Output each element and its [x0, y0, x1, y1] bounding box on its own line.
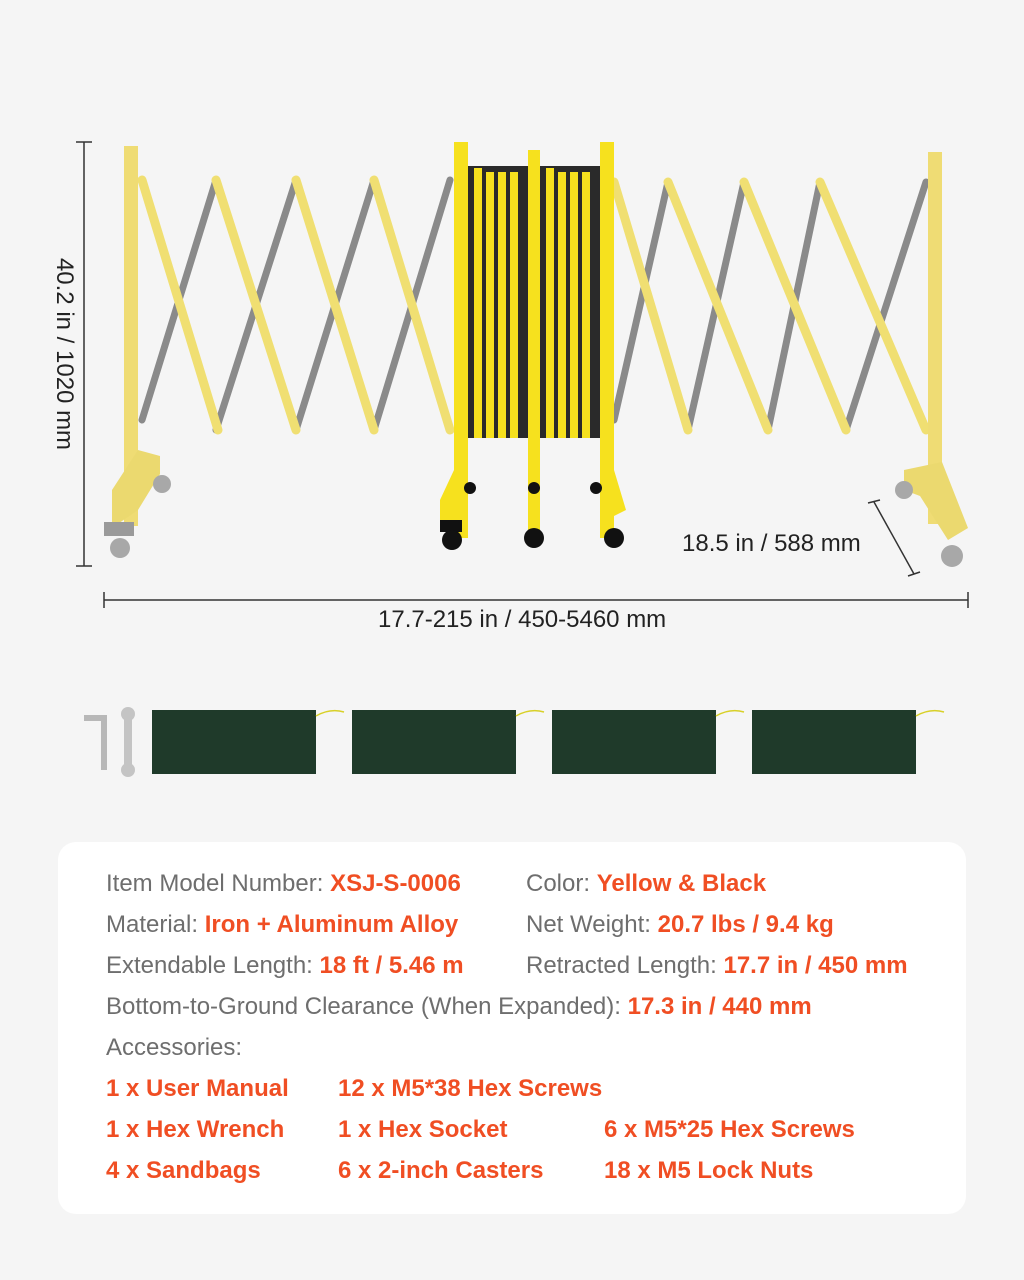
model-value: XSJ-S-0006 — [330, 870, 461, 897]
accessory-item: 12 x M5*38 Hex Screws — [338, 1075, 603, 1102]
extendable-label: Extendable Length: — [106, 952, 320, 979]
weight-row — [526, 911, 834, 939]
extendable-value: 18 ft / 5.46 m — [319, 952, 464, 979]
width-dimension-label: 17.7-215 in / 450-5460 mm — [378, 606, 667, 633]
height-dimension-line — [76, 142, 92, 566]
center-compressed-section — [440, 142, 626, 550]
color-label: Color: — [526, 870, 597, 897]
weight-value: 20.7 lbs / 9.4 kg — [657, 911, 834, 938]
model-label: Item Model Number: — [106, 870, 331, 897]
right-scissor-section — [614, 152, 968, 567]
sandbag-icon-3 — [552, 710, 716, 774]
accessory-item: 18 x M5 Lock Nuts — [604, 1157, 814, 1184]
extendable-row — [106, 952, 464, 980]
accessory-item: 6 x M5*25 Hex Screws — [604, 1116, 855, 1143]
left-scissor-section — [104, 146, 450, 558]
accessory-item: 1 x Hex Wrench — [106, 1116, 285, 1143]
material-row — [106, 911, 458, 939]
hex-wrench-icon — [84, 718, 104, 770]
accessory-item: 1 x Hex Socket — [338, 1116, 508, 1143]
sandbag-icon-4 — [752, 710, 916, 774]
material-value: Iron + Aluminum Alloy — [204, 911, 459, 938]
sandbag-icon-1 — [152, 710, 316, 774]
accessory-item: 4 x Sandbags — [106, 1157, 261, 1184]
depth-dimension-label: 18.5 in / 588 mm — [682, 530, 861, 557]
clearance-row — [106, 993, 812, 1021]
retracted-value: 17.7 in / 450 mm — [723, 952, 908, 979]
spec-card — [58, 842, 966, 1214]
height-dimension-label: 40.2 in / 1020 mm — [51, 257, 78, 451]
weight-label: Net Weight: — [526, 911, 658, 938]
retracted-label: Retracted Length: — [526, 952, 724, 979]
accessories-heading: Accessories: — [106, 1034, 243, 1061]
accessory-item: 6 x 2-inch Casters — [338, 1157, 544, 1184]
model-row — [106, 870, 461, 898]
accessory-item: 1 x User Manual — [106, 1075, 289, 1102]
sandbag-icon-2 — [352, 710, 516, 774]
depth-dimension-line — [868, 500, 920, 576]
material-label: Material: — [106, 911, 205, 938]
color-row — [526, 870, 766, 898]
color-value: Yellow & Black — [596, 870, 767, 897]
clearance-value: 17.3 in / 440 mm — [627, 993, 812, 1020]
retracted-row — [526, 952, 908, 980]
accessory-images — [84, 707, 944, 777]
clearance-label: Bottom-to-Ground Clearance (When Expanded): — [106, 993, 628, 1020]
